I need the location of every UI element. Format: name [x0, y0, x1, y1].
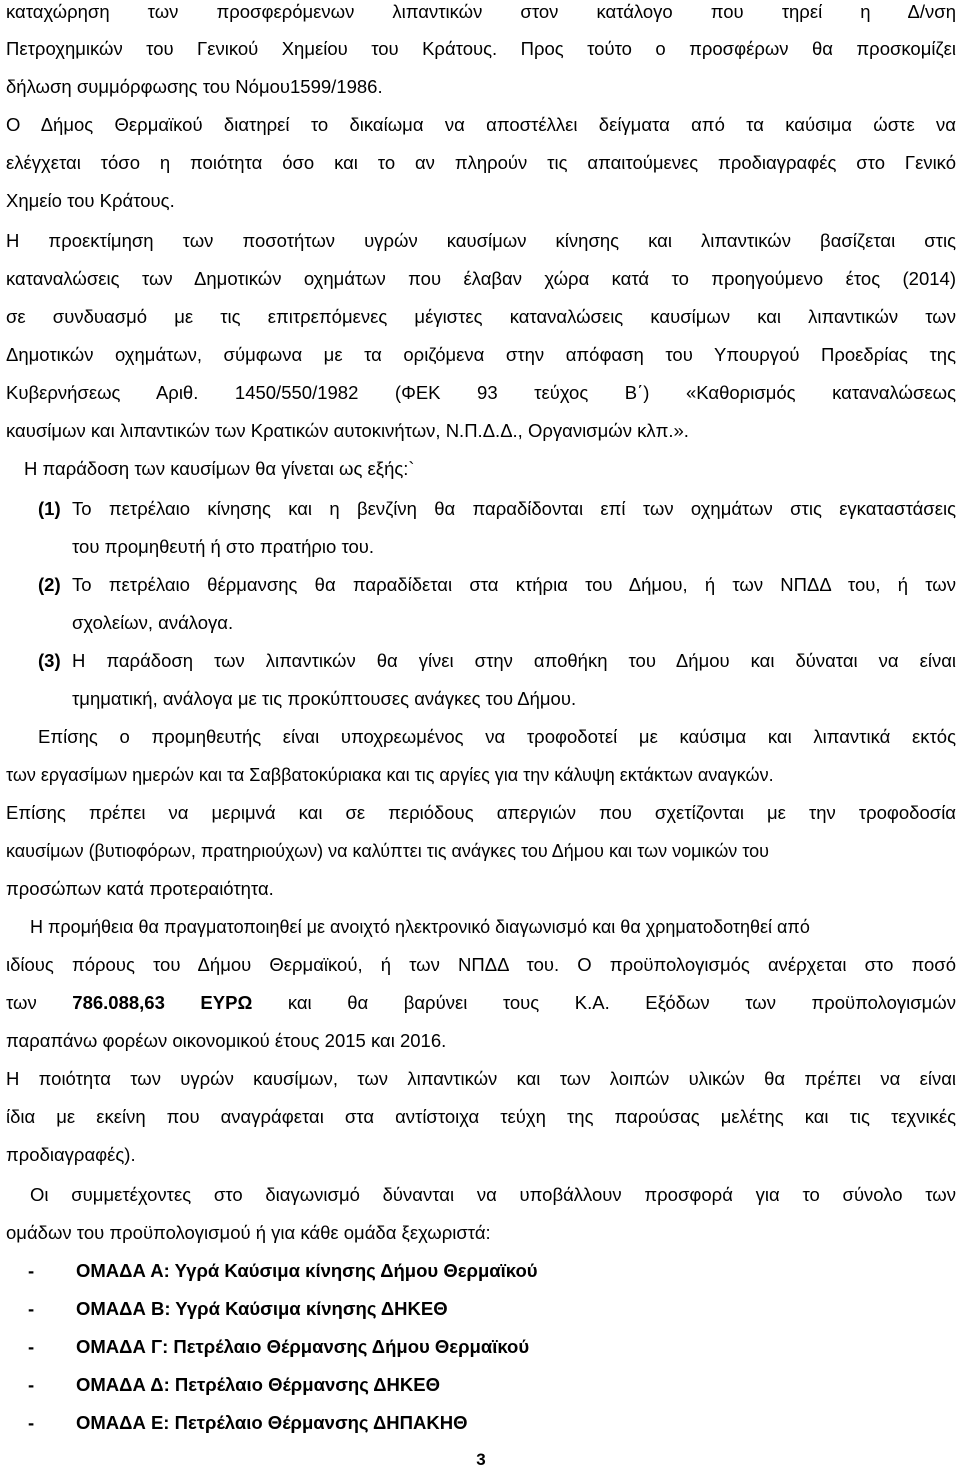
paragraph-line: καταναλώσεις των Δημοτικών οχημάτων που έλαβαν χώρα κατά το προηγούμενο έτος (2014) — [6, 268, 956, 289]
group-item — [28, 1259, 538, 1283]
paragraph-line: Η προμήθεια θα πραγματοποιηθεί με ανοιχτό ηλεκτρονικό διαγωνισμό και θα χρηματοδοτηθεί από — [30, 917, 810, 937]
list-item-text: Το πετρέλαιο θέρμανσης θα παραδίδεται στα κτήρια του Δήμου, ή των ΝΠΔΔ του, ή των — [72, 574, 956, 595]
paragraph-line — [6, 991, 956, 1015]
list-dash: - — [28, 1298, 35, 1319]
group-item — [28, 1411, 467, 1435]
group-item — [28, 1297, 448, 1321]
paragraph-line: του προμηθευτή ή στο πρατήριο του. — [72, 536, 375, 557]
paragraph-line: σχολείων, ανάλογα. — [72, 612, 234, 633]
group-label: ΟΜΑΔΑ Δ: Πετρέλαιο Θέρμανσης ΔΗΚΕΘ — [76, 1374, 441, 1395]
paragraph-line: ίδια με εκείνη που αναγράφεται στα αντίστοιχα τεύχη της παρούσας μελέτης και τις τεχνικές — [6, 1106, 956, 1127]
list-item — [38, 649, 956, 673]
paragraph-line: Η προεκτίμηση των ποσοτήτων υγρών καυσίμων κίνησης και λιπαντικών βασίζεται στις — [6, 230, 956, 251]
paragraph-line: καταχώρηση των προσφερόμενων λιπαντικών στον κατάλογο που τηρεί η Δ/νση — [6, 1, 956, 22]
group-label: ΟΜΑΔΑ Γ: Πετρέλαιο Θέρμανσης Δήμου Θερμαϊκού — [76, 1336, 530, 1357]
paragraph-line: σε συνδυασμό με τις επιτρεπόμενες μέγιστες καταναλώσεις καυσίμων και λιπαντικών των — [6, 306, 956, 327]
group-label: ΟΜΑΔΑ Α: Υγρά Καύσιμα κίνησης Δήμου Θερμαϊκού — [76, 1260, 538, 1281]
paragraph-line: δήλωση συμμόρφωσης του Νόμου1599/1986. — [6, 76, 383, 97]
list-number: (3) — [38, 650, 61, 671]
list-dash: - — [28, 1336, 35, 1357]
list-item — [38, 573, 956, 597]
paragraph-line: Ο Δήμος Θερμαϊκού διατηρεί το δικαίωμα να αποστέλλει δείγματα από τα καύσιμα ώστε να — [6, 114, 956, 135]
list-dash: - — [28, 1260, 35, 1281]
paragraph-line: Χημείο του Κράτους. — [6, 190, 175, 211]
paragraph-line: προδιαγραφές). — [6, 1144, 136, 1165]
paragraph-line: Επίσης ο προμηθευτής είναι υποχρεωμένος να τροφοδοτεί με καύσιμα και λιπαντικά εκτός — [38, 726, 956, 747]
paragraph-line: ομάδων του προϋπολογισμού ή για κάθε ομάδα ξεχωριστά: — [6, 1222, 491, 1243]
paragraph-line: προσώπων κατά προτεραιότητα. — [6, 878, 274, 899]
paragraph-line: των εργασίμων ημερών και τα Σαββατοκύριακα και τις αργίες για την κάλυψη εκτάκτων αναγκών. — [6, 765, 774, 785]
group-item — [28, 1335, 529, 1359]
paragraph-line: Οι συμμετέχοντες στο διαγωνισμό δύνανται να υποβάλλουν προσφορά για το σύνολο των — [30, 1184, 956, 1205]
paragraph-line: ελέγχεται τόσο η ποιότητα όσο και το αν πληρούν τις απαιτούμενες προδιαγραφές στο Γενικό — [6, 152, 956, 173]
paragraph-line: ιδίους πόρους του Δήμου Θερμαϊκού, ή των ΝΠΔΔ του. Ο προϋπολογισμός ανέρχεται στο ποσό — [6, 954, 956, 975]
list-item — [38, 497, 956, 521]
budget-amount: 786.088,63 ΕΥΡΩ — [72, 992, 253, 1013]
group-label: ΟΜΑΔΑ Ε: Πετρέλαιο Θέρμανσης ΔΗΠΑΚΗΘ — [76, 1412, 468, 1433]
text-fragment: και θα βαρύνει τους Κ.Α. Εξόδων των προϋπολογισμών — [287, 992, 957, 1013]
text-fragment: των — [6, 992, 37, 1013]
list-dash: - — [28, 1374, 35, 1395]
paragraph-line: παραπάνω φορέων οικονομικού έτους 2015 και 2016. — [6, 1030, 447, 1051]
paragraph-line: Κυβερνήσεως Αριθ. 1450/550/1982 (ΦΕΚ 93 τεύχος Β΄) «Καθορισμός καταναλώσεως — [6, 382, 956, 403]
paragraph-line: καυσίμων και λιπαντικών των Κρατικών αυτοκινήτων, Ν.Π.Δ.Δ., Οργανισμών κλπ.». — [6, 420, 689, 441]
list-item-text: Το πετρέλαιο κίνησης και η βενζίνη θα παραδίδονται επί των οχημάτων στις εγκαταστάσεις — [72, 498, 956, 519]
list-number: (2) — [38, 574, 61, 595]
paragraph-line: Η παράδοση των καυσίμων θα γίνεται ως εξής:` — [24, 458, 415, 479]
paragraph-line: Πετροχημικών του Γενικού Χημείου του Κράτους. Προς τούτο ο προσφέρων θα προσκομίζει — [6, 38, 956, 59]
group-label: ΟΜΑΔΑ Β: Υγρά Καύσιμα κίνησης ΔΗΚΕΘ — [76, 1298, 448, 1319]
page-number: 3 — [476, 1450, 486, 1469]
group-item — [28, 1373, 440, 1397]
paragraph-line: Η ποιότητα των υγρών καυσίμων, των λιπαντικών και των λοιπών υλικών θα πρέπει να είναι — [6, 1068, 956, 1089]
list-item-text: Η παράδοση των λιπαντικών θα γίνει στην αποθήκη του Δήμου και δύναται να είναι — [72, 650, 956, 671]
paragraph-line: καυσίμων (βυτιοφόρων, πρατηριούχων) να καλύπτει τις ανάγκες του Δήμου και των νομικών του — [6, 841, 770, 861]
paragraph-line: Επίσης πρέπει να μεριμνά και σε περιόδους απεργιών που σχετίζονται με την τροφοδοσία — [6, 802, 956, 823]
list-dash: - — [28, 1412, 35, 1433]
paragraph-line: Δημοτικών οχημάτων, σύμφωνα με τα οριζόμενα στην απόφαση του Υπουργού Προεδρίας της — [6, 344, 956, 365]
paragraph-line: τμηματική, ανάλογα με τις προκύπτουσες ανάγκες του Δήμου. — [72, 688, 577, 709]
list-number: (1) — [38, 498, 61, 519]
